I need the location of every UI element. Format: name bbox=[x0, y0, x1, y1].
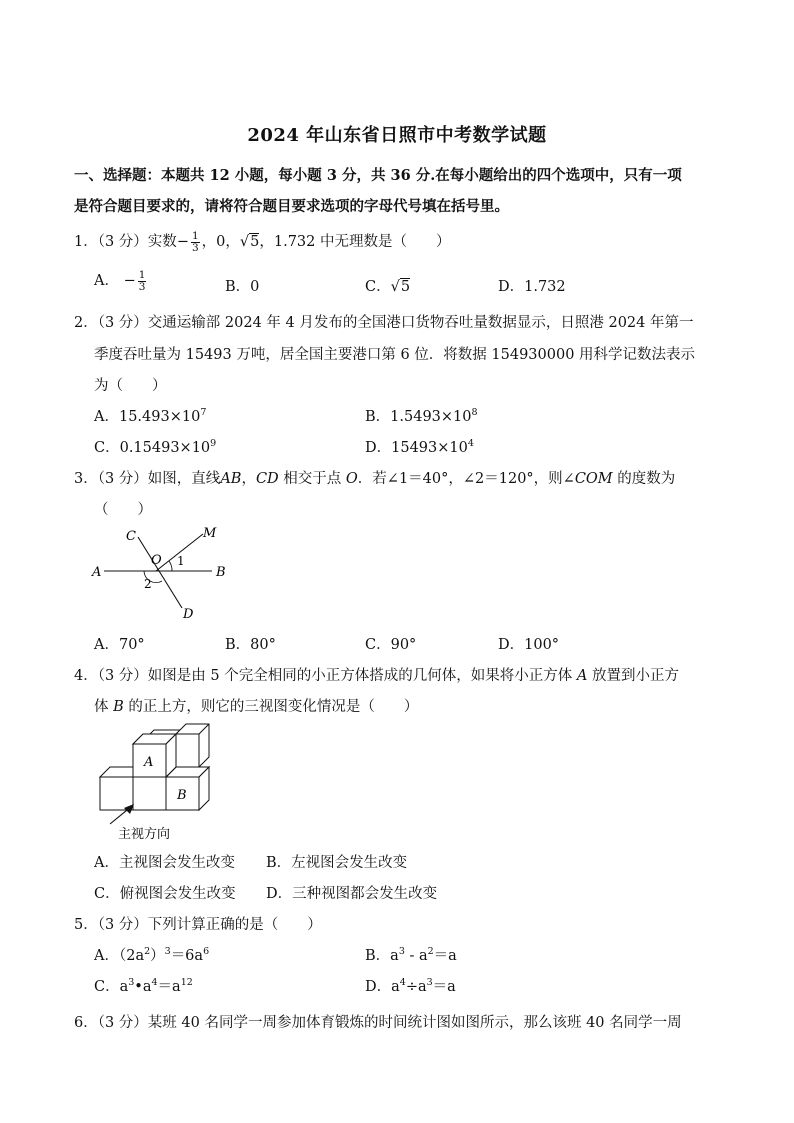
label-angle-2: 2 bbox=[144, 577, 152, 591]
cube-1-front bbox=[100, 777, 133, 810]
cube-2-front bbox=[133, 777, 166, 810]
question-2-line2: 季度吞吐量为 15493 万吨，居全国主要港口第 6 位．将数据 154930000 用科学记数法表示 bbox=[94, 347, 696, 363]
question-4-line1: 4．（3 分）如图是由 5 个完全相同的小正方体搭成的几何体，如果将小正方体 A 放置到小正方 bbox=[74, 668, 679, 684]
label-angle-1: 1 bbox=[177, 554, 185, 568]
q5-option-d: D．$a^4\div a^3=a$ bbox=[365, 977, 456, 995]
q3-angle-figure bbox=[86, 520, 246, 625]
fraction-one-third: $\frac{1}{3}$ bbox=[191, 229, 199, 254]
cube-label-b: B bbox=[177, 788, 187, 803]
q4-cubes-figure bbox=[90, 720, 220, 842]
q1-option-a: A． − $\frac{1}{3}$ bbox=[94, 268, 146, 293]
q2-option-a: A．$15.493\times 10^7$ bbox=[94, 407, 207, 425]
label-o: O bbox=[151, 553, 162, 568]
q3-option-b: B．80° bbox=[225, 637, 276, 653]
q1-option-b: B．0 bbox=[225, 279, 260, 295]
label-c: C bbox=[126, 529, 136, 544]
section-heading-line1: 一、选择题：本题共 12 小题，每小题 3 分，共 36 分.在每小题给出的四个选项中，只有一项 bbox=[74, 167, 682, 184]
question-3-line2: （ ） bbox=[94, 502, 152, 518]
label-b: B bbox=[216, 565, 226, 580]
section-heading-line2: 是符合题目要求的，请将符合题目要求选项的字母代号填在括号里。 bbox=[74, 198, 509, 215]
question-1-stem: 1．（3 分）实数− $\frac{1}{3}$ ，0，√5，1.732 中无理数是（ ） bbox=[74, 229, 451, 254]
q4-option-a: A．主视图会发生改变 bbox=[94, 855, 235, 871]
sqrt-five: √5 bbox=[239, 234, 260, 250]
question-3-line1: 3．（3 分）如图，直线AB，CD 相交于点 O．若∠1＝40°，∠2＝120°，则∠COM 的度数为 bbox=[74, 471, 676, 487]
q5-option-c: C．$a^3•a^4=a^{12}$ bbox=[94, 977, 193, 995]
q4-option-b: B．左视图会发生改变 bbox=[266, 855, 408, 871]
q5-option-b: B．$a^3 - a^2=a$ bbox=[365, 946, 457, 964]
angle-1-arc bbox=[169, 561, 172, 571]
question-4-line2: 体 B 的正上方，则它的三视图变化情况是（ ） bbox=[94, 699, 419, 715]
view-direction-caption: 主视方向 bbox=[118, 827, 171, 842]
q4-option-c: C．俯视图会发生改变 bbox=[94, 886, 236, 902]
label-m: M bbox=[203, 526, 217, 541]
q4-option-d: D．三种视图都会发生改变 bbox=[266, 886, 438, 902]
q1-option-c: C．√5 bbox=[365, 279, 411, 295]
label-a: A bbox=[92, 565, 102, 580]
question-6-line1: 6．（3 分）某班 40 名同学一周参加体育锻炼的时间统计图如图所示，那么该班 40 名同学一周 bbox=[74, 1015, 682, 1031]
q1-option-d: D．1.732 bbox=[498, 279, 566, 295]
cube-label-a: A bbox=[144, 755, 154, 770]
q3-option-d: D．100° bbox=[498, 637, 560, 653]
question-2-line3: 为（ ） bbox=[94, 378, 167, 394]
q3-option-c: C．90° bbox=[365, 637, 417, 653]
cube-upper-right-shape bbox=[176, 724, 209, 767]
page-title: 2024 年山东省日照市中考数学试题 bbox=[247, 125, 547, 146]
q2-option-d: D．$15493\times 10^4$ bbox=[365, 438, 474, 456]
question-2-line1: 2．（3 分）交通运输部 2024 年 4 月发布的全国港口货物吞吐量数据显示，日照港 2024 年第一 bbox=[74, 315, 694, 331]
q2-option-b: B．$1.5493\times 10^8$ bbox=[365, 407, 478, 425]
q5-option-a: A．$(2a^2)^3=6a^6$ bbox=[94, 946, 210, 964]
q2-option-c: C．$0.15493\times 10^9$ bbox=[94, 438, 217, 456]
label-d: D bbox=[183, 607, 194, 622]
line-cd bbox=[138, 537, 182, 608]
question-5-stem: 5．（3 分）下列计算正确的是（ ） bbox=[74, 917, 322, 933]
q3-option-a: A．70° bbox=[94, 637, 145, 653]
